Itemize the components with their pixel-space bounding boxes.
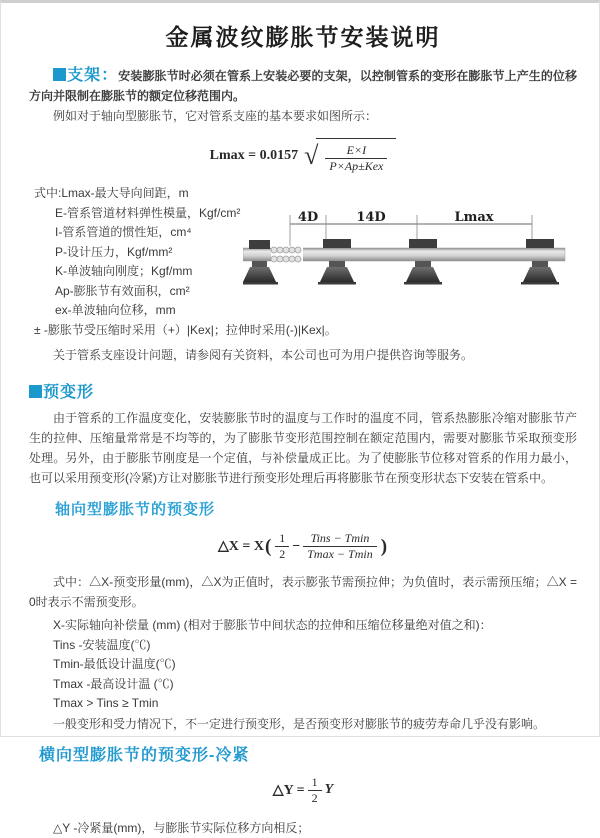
close-paren: ) xyxy=(380,535,388,557)
axial-subheading: 轴向型膨胀节的预变形 xyxy=(55,501,216,518)
lateral-frac-den: 2 xyxy=(308,790,322,806)
formula-definitions-block xyxy=(29,184,577,340)
lateral-frac-num: 1 xyxy=(311,774,318,789)
lateral-note-line: △Y -冷紧量(mm)，与膨胀节实际位移方向相反； xyxy=(53,820,310,835)
dimension-label-lmax: Lmax xyxy=(454,210,494,225)
axial-frac2-num: Tins − Tmin xyxy=(310,531,370,545)
definition-line: I-管系管道的惯性矩，cm⁴ xyxy=(55,225,192,239)
radical-sign xyxy=(304,138,396,174)
lateral-formula-lhs: △Y = xyxy=(272,782,305,798)
section-square-icon xyxy=(53,68,66,81)
lmax-formula-lhs: Lmax = 0.0157 xyxy=(209,148,299,163)
axial-frac2-den: Tmax − Tmin xyxy=(303,546,376,562)
support-note-line: 关于管系支座设计问题，请参阅有关资料，本公司也可为用户提供咨询等服务。 xyxy=(53,348,474,362)
lmax-formula-numerator: E×I xyxy=(346,143,367,157)
axial-explain-paragraph: 式中：△X-预变形量(mm)，△X为正值时，表示膨张节需预拉伸；为负值时，表示需预压缩；△X = 0时表示不需预变形。 xyxy=(29,575,577,609)
guide-support xyxy=(521,239,559,285)
guide-support xyxy=(318,239,356,285)
guide-support xyxy=(404,239,442,285)
bellows-icon xyxy=(271,246,303,263)
lmax-formula xyxy=(29,138,577,174)
axial-item: Tmax -最高设计温 (℃) xyxy=(53,676,174,691)
dimension-label-14d: 14D xyxy=(356,210,386,225)
predeform-body-paragraph: 由于管系的工作温度变化，安装膨胀节时的温度与工作时的温度不同，管系热膨胀冷缩对膨胀节产生的拉伸、压缩量常常是不均等的，为了膨胀节变形范围控制在额定范围内，需要对膨胀节采取预变形处理。另外，由于膨胀节刚度是一个定值，与补偿量成正比。为了使膨胀节位移对管系的作用力最小，也可以采用预变形(冷紧)方让对膨胀节进行预变形处理后再将膨胀节在预变形状态下安装在管系中。 xyxy=(29,411,577,485)
pipe-support-diagram xyxy=(243,210,593,310)
axial-frac1-num: 1 xyxy=(279,531,286,545)
axial-item: Tmin-最低设计温度(℃) xyxy=(53,657,176,671)
lateral-formula-rhs: Y xyxy=(324,782,334,797)
predeform-section-label: 预变形 xyxy=(43,384,95,401)
definition-line: ex-单波轴向位移，mm xyxy=(55,303,176,317)
support-section-label: 支架： xyxy=(67,67,119,84)
lmax-formula-denominator: P×Ap±Kex xyxy=(325,158,387,174)
definition-line: K-单波轴向刚度；Kgf/mm xyxy=(55,264,193,278)
definition-line: E-管系管道材料弹性模量，Kgf/cm² xyxy=(55,205,241,220)
definition-line: 式中:Lmax-最大导向间距，m xyxy=(34,186,189,200)
axial-frac1-den: 2 xyxy=(275,546,289,562)
dimension-label-4d: 4D xyxy=(297,210,319,225)
lateral-subheading: 横向型膨胀节的预变形-冷紧 xyxy=(39,746,250,764)
axial-item: Tmax > Tins ≥ Tmin xyxy=(53,696,159,710)
support-intro-paragraph xyxy=(29,66,577,106)
axial-formula-lhs: △X = X xyxy=(217,539,264,554)
definition-line: Ap-膨胀节有效面积，cm² xyxy=(55,283,190,298)
support-intro-text: 安装膨胀节时必须在管系上安装必要的支架，以控制管系的变形在膨胀节上产生的位移方向并限制在膨胀节的额定位移范围内。 xyxy=(29,69,577,103)
section-square-icon xyxy=(29,385,42,398)
open-paren: ( xyxy=(264,535,272,557)
minus-operator: − xyxy=(292,538,301,554)
sqrt-icon: √ xyxy=(304,141,319,170)
axial-item: X-实际轴向补偿量 (mm) (相对于膨胀节中间状态的拉伸和压缩位移量绝对值之和)： xyxy=(53,618,492,632)
page-title: 金属波纹膨胀节安装说明 xyxy=(165,24,441,50)
definition-line: ± -膨胀节受压缩时采用（+）|Kex|；拉伸时采用(-)|Kex|。 xyxy=(34,322,337,337)
support-example-line: 例如对于轴向型膨胀节，它对管系支座的基本要求如图所示： xyxy=(53,109,378,123)
lateral-formula xyxy=(29,775,577,806)
document-page xyxy=(1,3,599,838)
predeform-section-heading xyxy=(29,379,577,402)
definition-line: P-设计压力，Kgf/mm² xyxy=(55,244,173,259)
axial-formula xyxy=(29,531,577,562)
axial-item: Tins -安装温度(℃) xyxy=(53,637,151,652)
axial-note-line: 一般变形和受力情况下，不一定进行预变形，是否预变形对膨胀节的疲劳寿命几乎没有影响。 xyxy=(53,716,546,731)
